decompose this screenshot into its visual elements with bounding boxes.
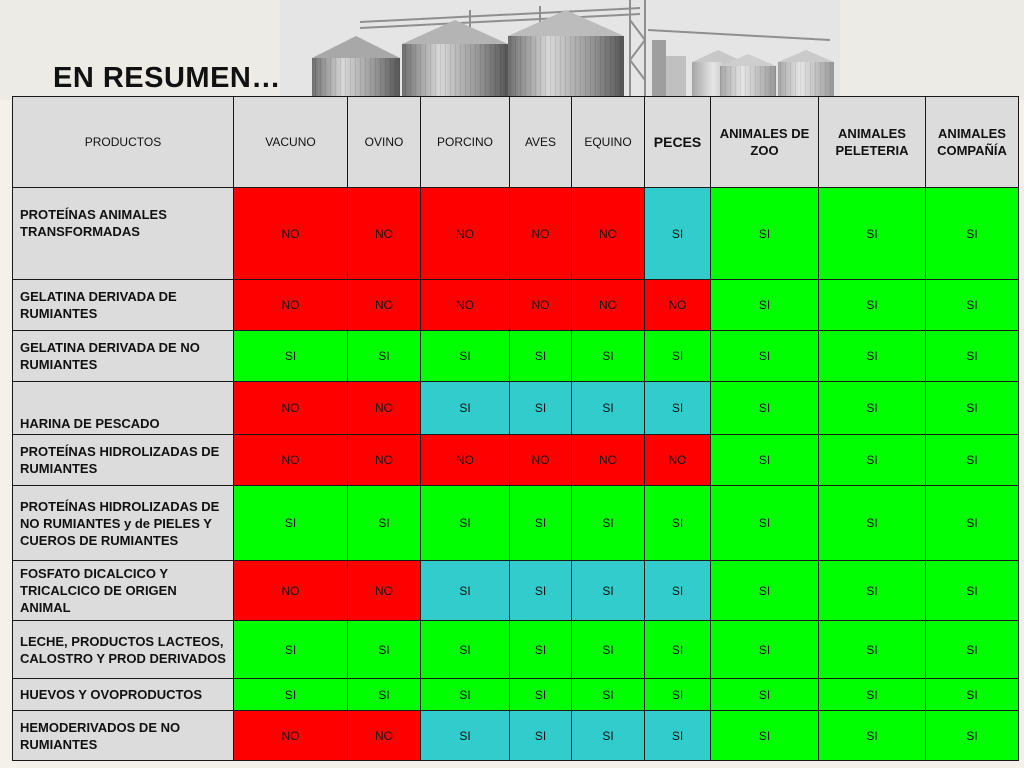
status-cell: NO (348, 561, 421, 621)
product-name: HEMODERIVADOS DE NO RUMIANTES (13, 711, 234, 761)
status-cell: SI (926, 331, 1019, 382)
status-cell: SI (348, 679, 421, 711)
table-body (13, 188, 1019, 761)
table-row (13, 621, 1019, 679)
status-cell: SI (510, 711, 572, 761)
status-cell: SI (421, 621, 510, 679)
status-cell: NO (234, 188, 348, 280)
header-aves: AVES (510, 97, 572, 188)
status-cell: SI (926, 280, 1019, 331)
status-cell: SI (819, 711, 926, 761)
status-cell: SI (572, 679, 645, 711)
status-cell: SI (572, 621, 645, 679)
status-cell: SI (348, 621, 421, 679)
product-name: PROTEÍNAS HIDROLIZADAS DE NO RUMIANTES y de PIELES Y CUEROS DE RUMIANTES (13, 486, 234, 561)
status-cell: SI (645, 486, 711, 561)
page-title: EN RESUMEN… (53, 62, 281, 94)
status-cell: SI (926, 561, 1019, 621)
header-porcino: PORCINO (421, 97, 510, 188)
status-cell: NO (348, 435, 421, 486)
status-cell: NO (421, 188, 510, 280)
product-name: HUEVOS Y OVOPRODUCTOS (13, 679, 234, 711)
status-cell: SI (421, 711, 510, 761)
status-cell: SI (711, 711, 819, 761)
status-cell: SI (572, 561, 645, 621)
status-cell: NO (234, 561, 348, 621)
header-equino: EQUINO (572, 97, 645, 188)
status-cell: SI (819, 188, 926, 280)
header-vacuno: VACUNO (234, 97, 348, 188)
product-name: LECHE, PRODUCTOS LACTEOS, CALOSTRO Y PROD DERIVADOS (13, 621, 234, 679)
status-cell: SI (819, 280, 926, 331)
status-cell: SI (926, 621, 1019, 679)
product-name: GELATINA DERIVADA DE RUMIANTES (13, 280, 234, 331)
status-cell: SI (926, 486, 1019, 561)
product-name: HARINA DE PESCADO (13, 382, 234, 435)
status-cell: SI (711, 382, 819, 435)
status-cell: NO (510, 280, 572, 331)
status-cell: SI (926, 435, 1019, 486)
table-header-row (13, 97, 1019, 188)
status-cell: SI (645, 679, 711, 711)
table-row (13, 188, 1019, 280)
status-cell: NO (348, 382, 421, 435)
status-cell: NO (510, 435, 572, 486)
status-cell: NO (348, 280, 421, 331)
status-cell: SI (819, 486, 926, 561)
status-cell: SI (645, 331, 711, 382)
status-cell: NO (572, 188, 645, 280)
table-row (13, 280, 1019, 331)
status-cell: NO (421, 280, 510, 331)
status-cell: NO (572, 435, 645, 486)
status-cell: SI (234, 331, 348, 382)
status-cell: NO (572, 280, 645, 331)
feed-restriction-table (12, 96, 1019, 761)
status-cell: SI (572, 486, 645, 561)
header-productos: PRODUCTOS (13, 97, 234, 188)
status-cell: SI (510, 679, 572, 711)
status-cell: SI (234, 621, 348, 679)
product-name: FOSFATO DICALCICO Y TRICALCICO DE ORIGEN ANIMAL (13, 561, 234, 621)
table-row (13, 331, 1019, 382)
status-cell: NO (510, 188, 572, 280)
status-cell: NO (234, 711, 348, 761)
table-row (13, 711, 1019, 761)
status-cell: SI (645, 621, 711, 679)
table-row (13, 435, 1019, 486)
product-name: PROTEÍNAS HIDROLIZADAS DE RUMIANTES (13, 435, 234, 486)
status-cell: SI (711, 435, 819, 486)
header-animales-peleteria: ANIMALES PELETERIA (819, 97, 926, 188)
status-cell: SI (645, 382, 711, 435)
status-cell: NO (348, 188, 421, 280)
status-cell: SI (421, 561, 510, 621)
table-row (13, 486, 1019, 561)
status-cell: SI (711, 621, 819, 679)
status-cell: SI (819, 679, 926, 711)
status-cell: SI (926, 679, 1019, 711)
status-cell: NO (645, 435, 711, 486)
status-cell: SI (711, 486, 819, 561)
status-cell: NO (234, 382, 348, 435)
status-cell: SI (510, 331, 572, 382)
header-ovino: OVINO (348, 97, 421, 188)
product-name: GELATINA DERIVADA DE NO RUMIANTES (13, 331, 234, 382)
status-cell: SI (819, 331, 926, 382)
status-cell: SI (645, 711, 711, 761)
table-row (13, 679, 1019, 711)
status-cell: SI (819, 561, 926, 621)
status-cell: SI (711, 188, 819, 280)
status-cell: NO (645, 280, 711, 331)
status-cell: SI (926, 382, 1019, 435)
status-cell: SI (421, 679, 510, 711)
status-cell: SI (711, 280, 819, 331)
header-peces: PECES (645, 97, 711, 188)
status-cell: SI (819, 382, 926, 435)
status-cell: SI (510, 382, 572, 435)
status-cell: SI (234, 679, 348, 711)
status-cell: SI (348, 486, 421, 561)
table-row (13, 561, 1019, 621)
status-cell: SI (348, 331, 421, 382)
status-cell: SI (510, 486, 572, 561)
status-cell: NO (421, 435, 510, 486)
status-cell: SI (711, 331, 819, 382)
status-cell: SI (572, 331, 645, 382)
status-cell: SI (645, 188, 711, 280)
status-cell: SI (711, 679, 819, 711)
status-cell: SI (819, 621, 926, 679)
status-cell: SI (572, 711, 645, 761)
status-cell: SI (572, 382, 645, 435)
status-cell: NO (234, 280, 348, 331)
status-cell: SI (421, 486, 510, 561)
status-cell: SI (711, 561, 819, 621)
status-cell: NO (348, 711, 421, 761)
status-cell: SI (819, 435, 926, 486)
status-cell: SI (421, 331, 510, 382)
product-name: PROTEÍNAS ANIMALES TRANSFORMADAS (13, 188, 234, 280)
table-row (13, 382, 1019, 435)
status-cell: SI (926, 188, 1019, 280)
status-cell: SI (234, 486, 348, 561)
status-cell: SI (510, 561, 572, 621)
header-animales-zoo: ANIMALES DE ZOO (711, 97, 819, 188)
status-cell: SI (510, 621, 572, 679)
status-cell: SI (926, 711, 1019, 761)
status-cell: NO (234, 435, 348, 486)
status-cell: SI (645, 561, 711, 621)
header-animales-compania: ANIMALES COMPAÑÍA (926, 97, 1019, 188)
status-cell: SI (421, 382, 510, 435)
